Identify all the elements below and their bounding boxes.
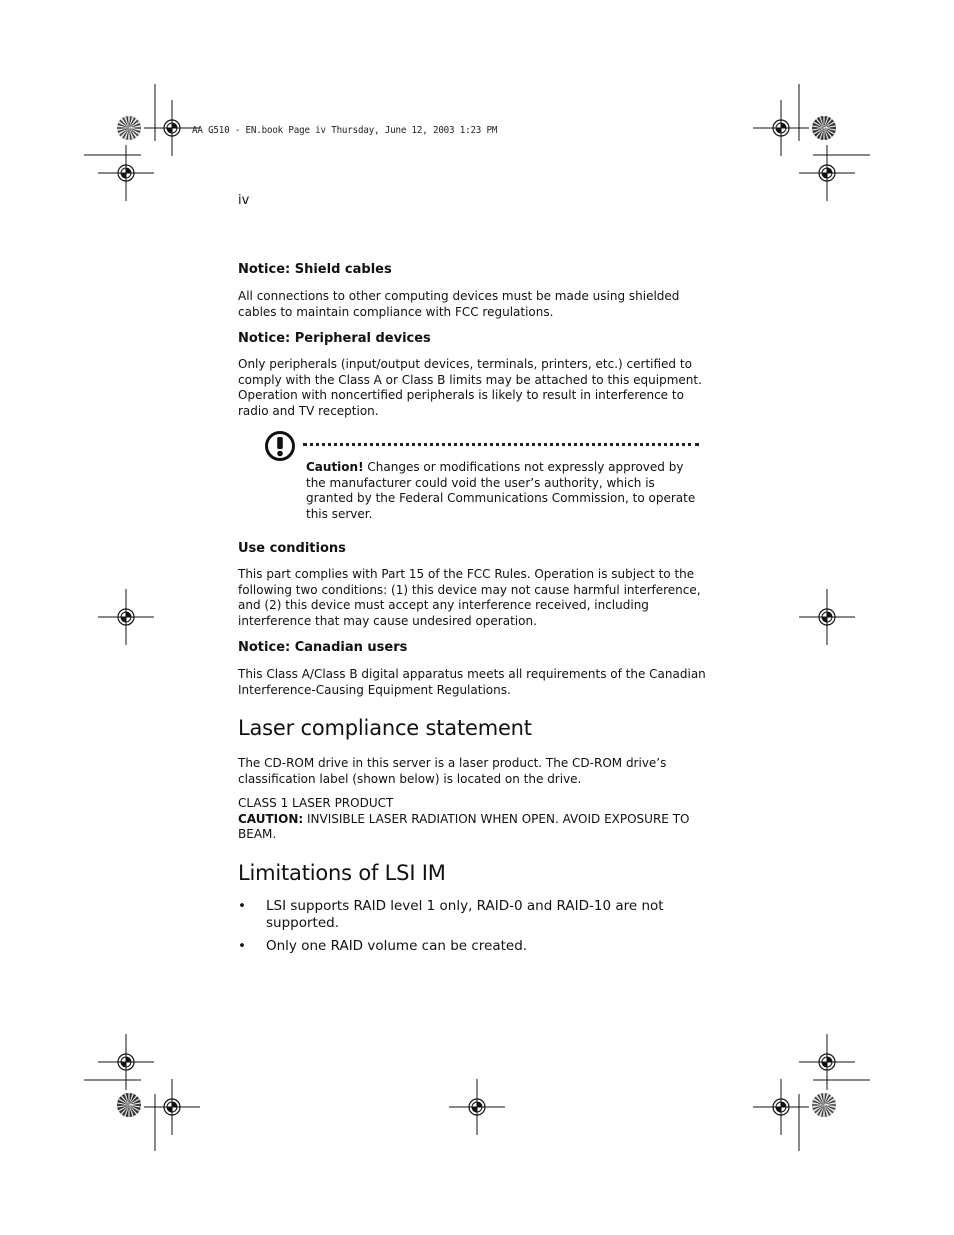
bullet-icon: • — [238, 898, 246, 914]
paragraph-peripheral-devices — [238, 357, 708, 420]
paragraph-text: Only peripherals (input/output devices, terminals, printers, etc.) certified to comply with the Class A or Class B limits may be attached to this equipment. Operation with noncertified peripherals is likely to result in interference to radio and TV reception. — [238, 357, 702, 419]
heading-use-conditions: Use conditions — [238, 541, 346, 556]
registration-mark-icon — [799, 589, 855, 645]
page-number: iv — [238, 193, 250, 208]
caution-box — [306, 460, 701, 523]
heading-laser-compliance: Laser compliance statement — [238, 716, 532, 740]
registration-mark-icon — [144, 1079, 200, 1135]
starburst-mark-icon — [812, 1093, 836, 1117]
paragraph-laser — [238, 756, 708, 787]
heading-canadian-users: Notice: Canadian users — [238, 640, 408, 655]
laser-caution-text: INVISIBLE LASER RADIATION WHEN OPEN. AVOID EXPOSURE TO BEAM. — [238, 811, 690, 842]
registration-mark-icon — [98, 589, 154, 645]
starburst-mark-icon — [117, 116, 141, 140]
paragraph-text: All connections to other computing devices must be made using shielded cables to maintain compliance with FCC regulations. — [238, 289, 680, 319]
paragraph-text: This part complies with Part 15 of the FCC Rules. Operation is subject to the following two conditions: (1) this device may not cause harmful interference, and (2) this device must accept any interference received, including interference that may cause undesired operation. — [238, 567, 701, 629]
heading-shield-cables: Notice: Shield cables — [238, 262, 392, 277]
header-stamp: AA G510 - EN.book Page iv Thursday, June 12, 2003 1:23 PM — [192, 125, 498, 136]
laser-caution-label: CAUTION: — [238, 811, 304, 826]
registration-mark-icon — [449, 1079, 505, 1135]
paragraph-use-conditions — [238, 567, 708, 630]
caution-label: Caution! — [306, 460, 364, 474]
registration-mark-icon — [753, 1079, 809, 1135]
laser-class-line: CLASS 1 LASER PRODUCT — [238, 796, 394, 810]
paragraph-text: The CD-ROM drive in this server is a laser product. The CD-ROM drive’s classification label (shown below) is located on the drive. — [238, 756, 667, 786]
caution-body: Changes or modifications not expressly approved by the manufacturer could void the user’s authority, which is granted by the Federal Communications Commission, to operate this server. — [306, 460, 696, 522]
paragraph-canadian-users — [238, 667, 708, 698]
paragraph-shield-cables — [238, 289, 708, 320]
registration-mark-icon — [98, 1034, 154, 1090]
registration-mark-icon — [753, 100, 809, 156]
heading-peripheral-devices: Notice: Peripheral devices — [238, 331, 431, 346]
registration-mark-icon — [98, 145, 154, 201]
list-item — [238, 898, 708, 932]
lsi-bullet-list — [238, 898, 708, 961]
caution-divider — [303, 443, 699, 446]
bullet-icon: • — [238, 938, 246, 954]
starburst-mark-icon — [812, 116, 836, 140]
paragraph-text: This Class A/Class B digital apparatus meets all requirements of the Canadian Interference-Causing Equipment Regulations. — [238, 667, 706, 697]
starburst-mark-icon — [117, 1093, 141, 1117]
registration-mark-icon — [799, 145, 855, 201]
list-item — [238, 938, 708, 955]
exclamation-circle-icon — [263, 430, 297, 464]
heading-lsi-limitations: Limitations of LSI IM — [238, 861, 446, 885]
list-item-text: LSI supports RAID level 1 only, RAID-0 and RAID-10 are not supported. — [266, 898, 664, 931]
laser-caution-line — [238, 812, 708, 843]
list-item-text: Only one RAID volume can be created. — [266, 938, 528, 954]
laser-label-block — [238, 796, 708, 843]
registration-mark-icon — [799, 1034, 855, 1090]
